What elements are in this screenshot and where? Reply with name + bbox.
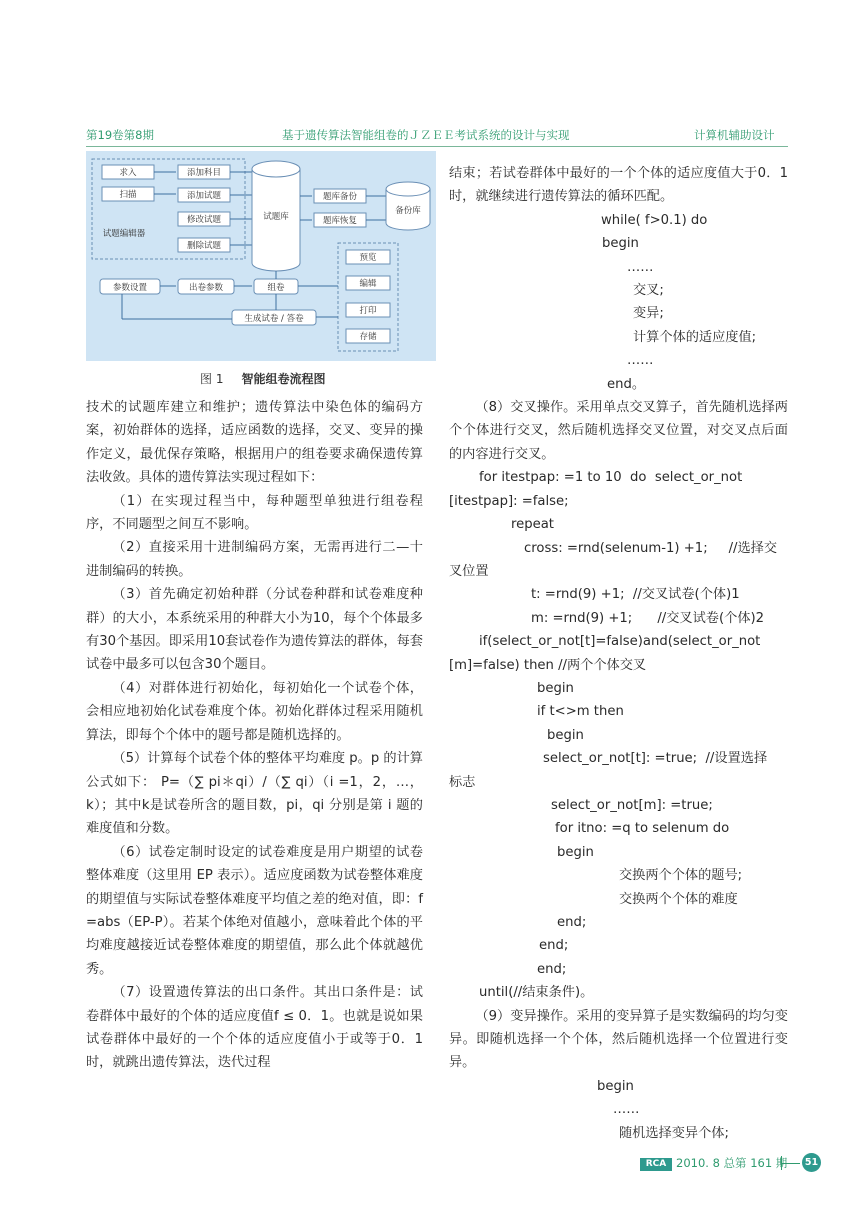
- paragraph: （3）首先确定初始种群（分试卷种群和试卷难度种群）的大小，本系统采用的种群大小为10，每个个体最多有30个基因。即采用10套试卷作为遗传算法的群体，每套试卷中最多可以包含30个题目。: [86, 587, 423, 673]
- code-line: begin: [537, 680, 574, 696]
- exam-params-label: 出卷参数: [188, 283, 224, 293]
- code-line: if(select_or_not[t]=false)and(select_or_not: [479, 634, 761, 650]
- bank-backup-label: 题库备份: [322, 192, 358, 202]
- code-line: begin: [602, 236, 639, 252]
- paragraph: （2）直接采用十进制编码方案，无需再进行二—十进制编码的转换。: [86, 540, 423, 579]
- code-line: until(//结束条件)。: [479, 985, 594, 1001]
- figure-caption-text: 智能组卷流程图: [241, 372, 326, 386]
- scan-box-label: 扫描: [119, 190, 137, 200]
- code-line: 交换两个个体的难度: [619, 891, 738, 907]
- generate-label: 生成试卷 / 答卷: [244, 314, 304, 324]
- footer-issue: 2010. 8 总第 161 期: [676, 1156, 788, 1170]
- editor-label: 试题编辑器: [102, 229, 146, 239]
- assemble-label: 组卷: [267, 283, 285, 293]
- code-line: begin: [547, 727, 584, 743]
- footer-journal-badge: RCA: [640, 1158, 672, 1171]
- paragraph: （9）变异操作。采用的变异算子是实数编码的均匀变异。即随机选择一个个体，然后随机选择一个位置进行变异。: [449, 1008, 788, 1071]
- code-line: ……: [627, 353, 654, 369]
- header-section: 计算机辅助设计: [694, 128, 775, 142]
- code-line: for itestpap: =1 to 10 do select_or_not: [479, 470, 743, 486]
- code-line: 变异;: [633, 306, 664, 322]
- code-line: end;: [537, 961, 567, 977]
- flowchart-figure: [86, 151, 436, 361]
- header-journal-issue: 第19卷第8期: [86, 128, 154, 142]
- header-article-title: 基于遗传算法智能组卷的ＪＺＥＥ考试系统的设计与实现: [282, 128, 570, 142]
- code-line: 标志: [449, 774, 476, 790]
- input-box-label: 求入: [119, 168, 137, 178]
- figure-caption: [200, 370, 325, 387]
- paragraph: （1）在实现过程当中，每种题型单独进行组卷程序，不同题型之间互不影响。: [86, 493, 423, 533]
- add-subject-label: 添加科目: [186, 168, 222, 178]
- left-column: [86, 396, 423, 1075]
- code-line: 叉位置: [449, 563, 489, 579]
- code-line: cross: =rnd(selenum-1) +1; //选择交: [524, 540, 778, 556]
- code-line: end;: [557, 915, 587, 930]
- edit-question-label: 修改试题: [186, 215, 222, 225]
- code-line: ……: [613, 1102, 640, 1118]
- paragraph: （6）试卷定制时设定的试卷难度是用户期望的试卷整体难度（这里用 EP 表示）。适应度函数为试卷整体难度的期望值与实际试卷整体难度平均值之差的绝对值，即：f =abs（EP-P）。若某个体绝对值越小，意味着此个体的平均难度越接近试卷整体难度的期望值，那么此个体就越优秀。: [86, 844, 423, 977]
- paragraph: 技术的试题库建立和维护；遗传算法中染色体的编码方案，初始群体的选择，适应函数的选择，交叉、变异的操作定义，最优保存策略，根据用户的组卷要求确保遗传算法收敛。具体的遗传算法实现过程如下：: [86, 400, 423, 486]
- right-column: [449, 162, 788, 1145]
- code-line: [m]=false) then //两个个体交叉: [449, 657, 647, 673]
- code-line: 交换两个个体的题号;: [619, 868, 743, 884]
- code-line: repeat: [511, 517, 554, 533]
- code-line: for itno: =q to selenum do: [555, 821, 730, 837]
- header-divider: [86, 146, 788, 147]
- add-question-label: 添加试题: [186, 191, 222, 201]
- code-line: select_or_not[t]: =true; //设置选择: [543, 751, 768, 767]
- code-line: end。: [607, 376, 646, 392]
- paragraph: （7）设置遗传算法的出口条件。其出口条件是：试卷群体中最好的个体的适应度值f ≤ 0．1。也就是说如果试卷群体中最好的一个个体的适应度值小于或等于0．1时，就跳出遗传算法，迭代过程: [86, 985, 423, 1071]
- paragraph: （4）对群体进行初始化，每初始化一个试卷个体，会相应地初始化试卷难度个体。初始化群体过程采用随机算法，即每个个体中的题号都是随机选择的。: [86, 680, 423, 743]
- code-line: [itestpap]: =false;: [449, 493, 569, 509]
- print-label: 打印: [359, 306, 377, 316]
- code-line: if t<>m then: [537, 704, 624, 720]
- paragraph: 结束；若试卷群体中最好的一个个体的适应度值大于0．1时，就继续进行遗传算法的循环匹配。: [449, 166, 788, 205]
- code-line: m: =rnd(9) +1; //交叉试卷(个体)2: [531, 610, 765, 626]
- code-line: select_or_not[m]: =true;: [551, 797, 713, 813]
- code-line: 随机选择变异个体;: [619, 1125, 729, 1141]
- backup-db-label: 备份库: [395, 206, 421, 216]
- code-line: t: =rnd(9) +1; //交叉试卷(个体)1: [531, 587, 740, 603]
- code-line: 交叉;: [633, 283, 664, 299]
- paragraph: （8）交叉操作。采用单点交叉算子，首先随机选择两个个体进行交叉，然后随机选择交叉位置，对交叉点后面的内容进行交叉。: [449, 400, 788, 462]
- store-label: 存储: [359, 332, 377, 342]
- page-number: 51: [802, 1153, 821, 1172]
- code-line: begin: [597, 1078, 634, 1094]
- question-bank-label: 试题库: [263, 212, 289, 222]
- code-line: begin: [557, 844, 594, 860]
- preview-label: 预览: [359, 253, 377, 263]
- footer-divider: [782, 1163, 800, 1164]
- code-line: while( f>0.1) do: [601, 212, 708, 228]
- code-line: 计算个体的适应度值;: [633, 329, 757, 345]
- param-setting-label: 参数设置: [112, 283, 148, 293]
- figure-caption-number: 图 1: [200, 372, 224, 386]
- edit-label: 编辑: [359, 279, 377, 289]
- code-line: end;: [539, 938, 569, 954]
- paragraph: （5）计算每个试卷个体的整体平均难度 p。p 的计算公式如下： P=（∑ pi＊qi）/（∑ qi）（i =1，2，…，k）；其中k是试卷所含的题目数，pi，qi 分别是第 i 题的难度值和分数。: [86, 751, 423, 837]
- delete-question-label: 删除试题: [186, 241, 222, 251]
- code-line: ……: [627, 259, 654, 275]
- bank-restore-label: 题库恢复: [322, 216, 358, 226]
